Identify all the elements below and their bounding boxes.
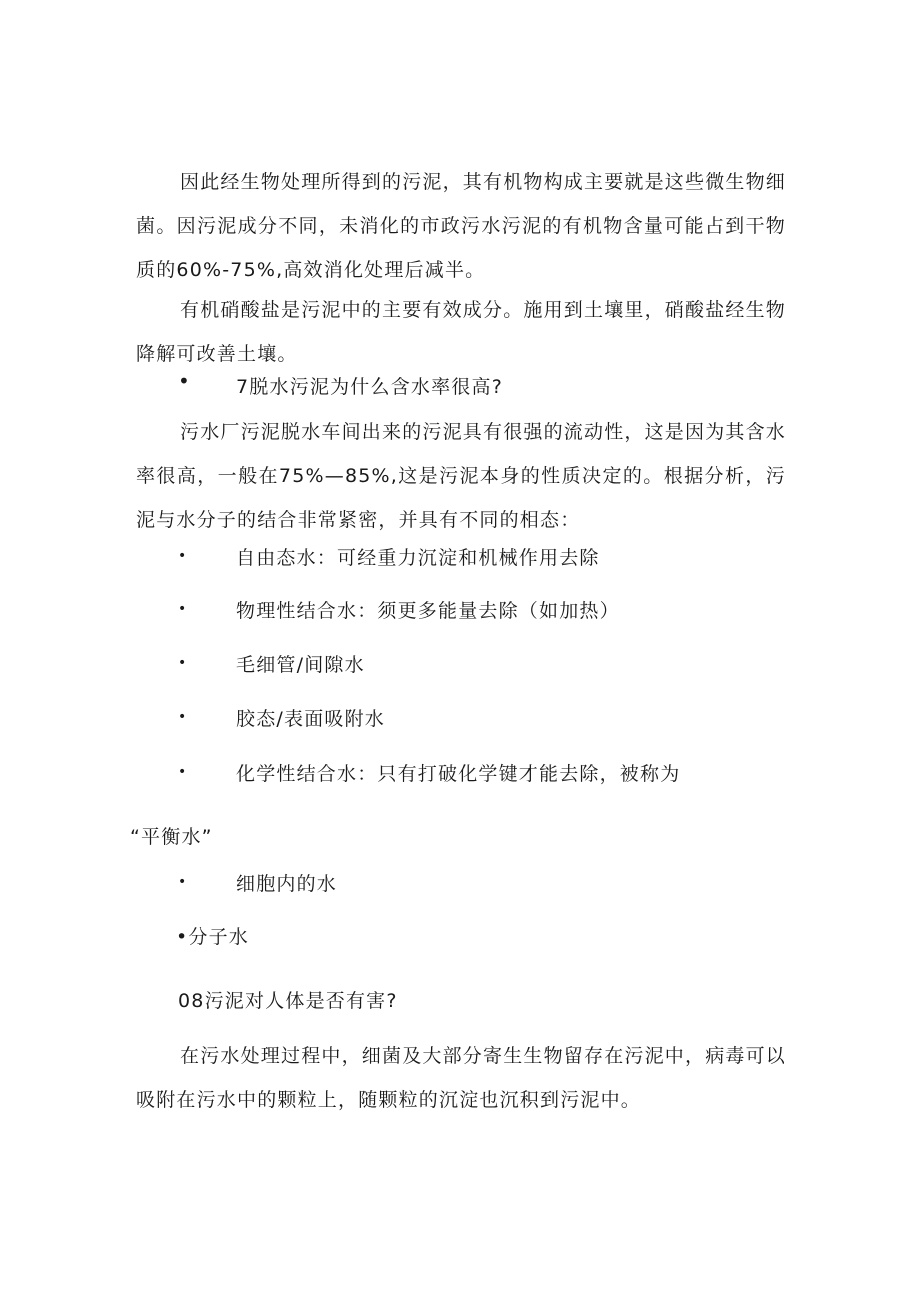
paragraph-water-content (136, 410, 786, 542)
paragraph-pathogens (136, 1034, 786, 1122)
list-item-colloidal-water: 胶态/表面吸附水 (236, 708, 386, 730)
paragraph-nitrate (136, 288, 786, 376)
list-bullet: • (178, 655, 187, 671)
paragraph-pathogens-text: 在污水处理过程中，细菌及大部分寄生生物留存在污泥中，病毒可以吸附在污水中的颗粒上，随颗粒的沉淀也沉积到污泥中。 (136, 1045, 787, 1111)
list-bullet: • (178, 874, 187, 890)
paragraph-sludge-organic (136, 160, 786, 292)
list-item-physical-bound-water: 物理性结合水：须更多能量去除（如加热） (236, 600, 620, 622)
continuation-equilibrium-water: “平衡水” (130, 826, 213, 848)
paragraph-sludge-organic-text: 因此经生物处理所得到的污泥，其有机物构成主要就是这些微生物细菌。因污泥成分不同，未消化的市政污水污泥的有机物含量可能占到干物质的60%-75%,高效消化处理后减半。 (136, 171, 787, 281)
paragraph-nitrate-text: 有机硝酸盐是污泥中的主要有效成分。施用到土壤里，硝酸盐经生物降解可改善土壤。 (136, 299, 787, 365)
list-item-intracellular-water: 细胞内的水 (236, 873, 338, 895)
heading-8: 08污泥对人体是否有害? (178, 990, 398, 1012)
list-bullet: • (178, 709, 187, 725)
paragraph-water-content-text: 污水厂污泥脱水车间出来的污泥具有很强的流动性，这是因为其含水率很高，一般在75%—85%,这是污泥本身的性质决定的。根据分析，污泥与水分子的结合非常紧密，并具有不同的相态： (136, 421, 787, 531)
list-bullet: • (178, 601, 187, 617)
list-item-capillary-water: 毛细管/间隙水 (236, 654, 365, 676)
list-bullet: • (178, 764, 187, 780)
heading-7-bullet: • (178, 369, 190, 393)
list-item-free-water: 自由态水：可经重力沉淀和机械作用去除 (236, 547, 600, 569)
heading-7: 7脱水污泥为什么含水率很高? (236, 376, 503, 398)
list-item-molecular-water: •分子水 (176, 926, 250, 948)
list-item-chemical-bound-water: 化学性结合水：只有打破化学键才能去除，被称为 (236, 763, 681, 785)
list-bullet: • (178, 548, 187, 564)
